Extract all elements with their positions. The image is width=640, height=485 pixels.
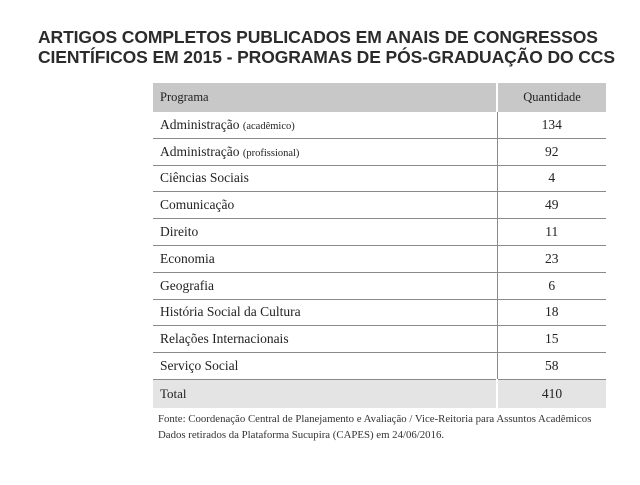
program-cell: Geografia — [153, 272, 497, 299]
quantity-cell: 6 — [497, 272, 606, 299]
header-program: Programa — [153, 83, 497, 112]
title-line-2: CIENTÍFICOS EM 2015 - PROGRAMAS DE PÓS-GRADUAÇÃO DO CCS — [38, 47, 615, 67]
total-row — [153, 379, 606, 408]
program-name: Administração — [160, 116, 240, 132]
quantity-cell: 11 — [497, 219, 606, 246]
quantity-cell: 92 — [497, 138, 606, 165]
program-cell: Relações Internacionais — [153, 326, 497, 353]
table-row — [153, 353, 606, 380]
program-note: (acadêmico) — [242, 120, 295, 132]
program-cell — [153, 138, 497, 165]
header-quantity: Quantidade — [497, 83, 606, 112]
program-cell: Economia — [153, 245, 497, 272]
program-cell: História Social da Cultura — [153, 299, 497, 326]
page-title — [38, 27, 628, 67]
quantity-cell: 58 — [497, 353, 606, 380]
program-cell: Ciências Sociais — [153, 165, 497, 192]
quantity-cell: 134 — [497, 112, 606, 138]
table-row — [153, 299, 606, 326]
table-row — [153, 245, 606, 272]
program-cell: Comunicação — [153, 192, 497, 219]
table-row — [153, 138, 606, 165]
program-note: (profissional) — [242, 147, 300, 159]
quantity-cell: 23 — [497, 245, 606, 272]
footnotes — [158, 413, 628, 442]
table-row — [153, 219, 606, 246]
title-line-1: ARTIGOS COMPLETOS PUBLICADOS EM ANAIS DE CONGRESSOS — [38, 27, 598, 47]
table-row — [153, 192, 606, 219]
data-note: Dados retirados da Plataforma Sucupira (CAPES) em 24/06/2016. — [158, 428, 445, 441]
quantity-cell: 4 — [497, 165, 606, 192]
program-cell — [153, 112, 497, 138]
table-row — [153, 165, 606, 192]
total-label: Total — [153, 379, 497, 408]
articles-table — [153, 83, 606, 408]
program-cell: Serviço Social — [153, 353, 497, 380]
table-row — [153, 112, 606, 138]
table-row — [153, 326, 606, 353]
quantity-cell: 15 — [497, 326, 606, 353]
table-header-row — [153, 83, 606, 112]
quantity-cell: 49 — [497, 192, 606, 219]
total-quantity: 410 — [497, 379, 606, 408]
quantity-cell: 18 — [497, 299, 606, 326]
program-cell: Direito — [153, 219, 497, 246]
table-row — [153, 272, 606, 299]
source-note: Fonte: Coordenação Central de Planejamento e Avaliação / Vice-Reitoria para Assuntos Acadêmicos — [158, 413, 592, 425]
program-name: Administração — [160, 143, 240, 159]
